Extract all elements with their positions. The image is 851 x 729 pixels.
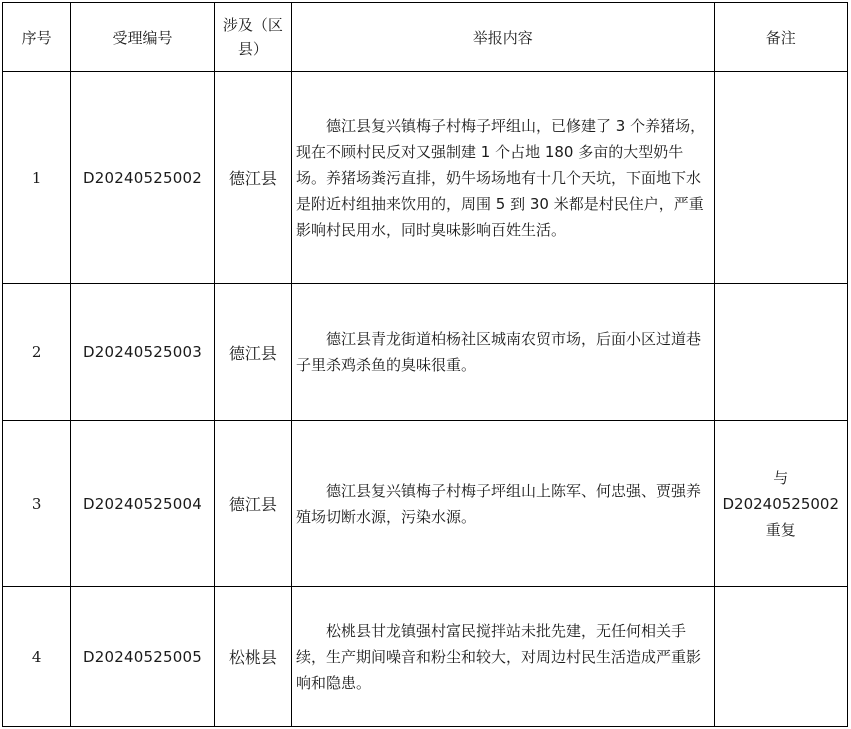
table-row <box>3 421 848 587</box>
table-header-row <box>3 3 848 72</box>
header-seq: 序号 <box>3 3 71 72</box>
row-content: 德江县复兴镇梅子村梅子坪组山，已修建了 3 个养猪场，现在不顾村民反对又强制建 1 个占地 180 多亩的大型奶牛场。养猪场粪污直排，奶牛场场地有十几个天坑，下面地下水是附近村组抽来饮用的，周围 5 到 30 米都是村民住户，严重影响村民用水，同时臭味影响百姓生活。 <box>292 72 715 284</box>
table-row <box>3 587 848 727</box>
table-row <box>3 284 848 421</box>
header-content: 举报内容 <box>292 3 715 72</box>
header-code: 受理编号 <box>71 3 215 72</box>
row-code: D20240525003 <box>71 284 215 421</box>
row-seq: 4 <box>3 587 71 727</box>
row-content: 德江县青龙街道柏杨社区城南农贸市场，后面小区过道巷子里杀鸡杀鱼的臭味很重。 <box>292 284 715 421</box>
row-content: 德江县复兴镇梅子村梅子坪组山上陈军、何忠强、贾强养殖场切断水源，污染水源。 <box>292 421 715 587</box>
row-code: D20240525004 <box>71 421 215 587</box>
row-area: 德江县 <box>214 72 291 284</box>
row-code: D20240525002 <box>71 72 215 284</box>
header-area: 涉及（区县） <box>214 3 291 72</box>
row-seq: 3 <box>3 421 71 587</box>
complaint-table <box>2 2 848 727</box>
header-note: 备注 <box>714 3 848 72</box>
row-note <box>714 284 848 421</box>
row-content: 松桃县甘龙镇强村富民搅拌站未批先建，无任何相关手续，生产期间噪音和粉尘和较大，对周边村民生活造成严重影响和隐患。 <box>292 587 715 727</box>
row-area: 德江县 <box>214 284 291 421</box>
table-row <box>3 72 848 284</box>
row-area: 德江县 <box>214 421 291 587</box>
row-seq: 1 <box>3 72 71 284</box>
row-seq: 2 <box>3 284 71 421</box>
row-code: D20240525005 <box>71 587 215 727</box>
row-note <box>714 587 848 727</box>
row-note <box>714 72 848 284</box>
row-area: 松桃县 <box>214 587 291 727</box>
row-note: 与 D20240525002 重复 <box>714 421 848 587</box>
